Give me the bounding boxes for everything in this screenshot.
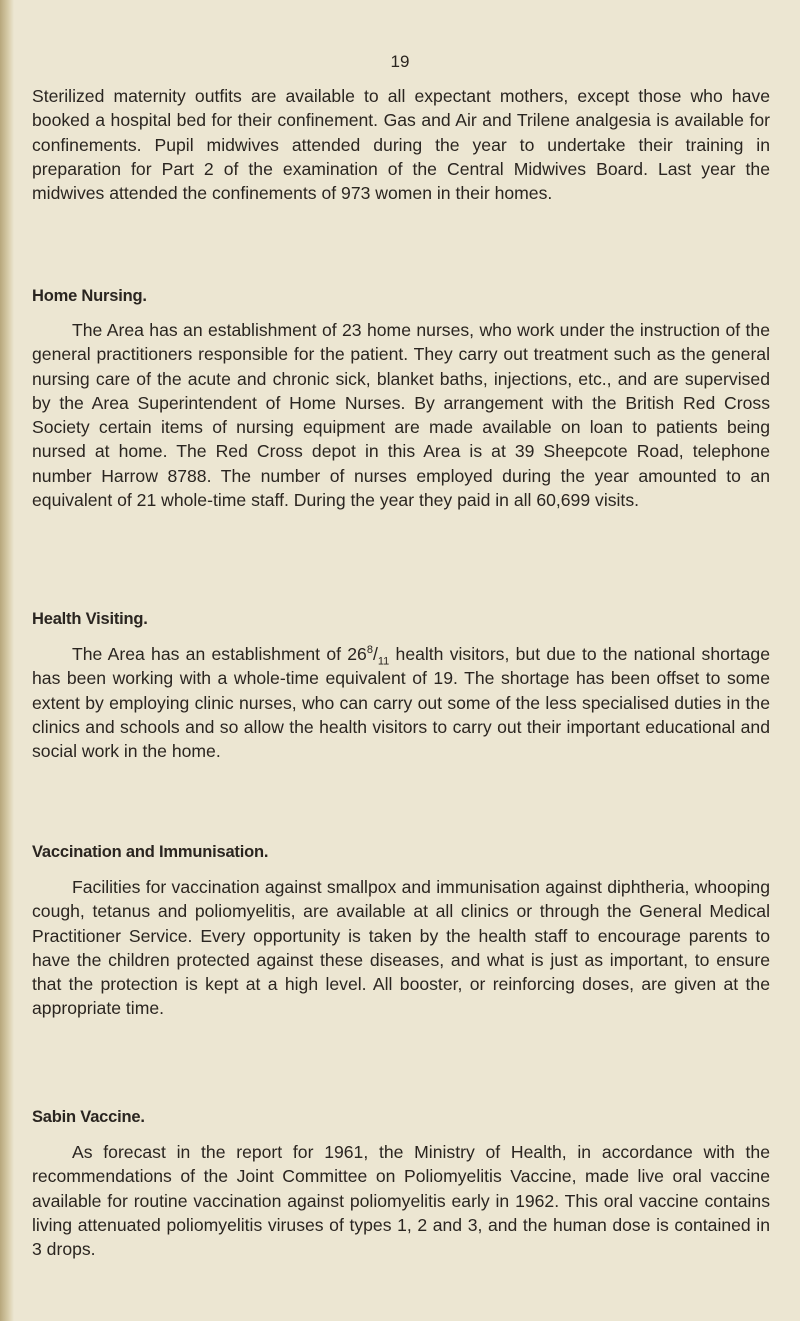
heading-home-nursing: Home Nursing. bbox=[32, 287, 147, 305]
fraction-denominator: 11 bbox=[377, 655, 390, 668]
heading-vaccination: Vaccination and Immunisation. bbox=[32, 843, 269, 861]
paragraph-vaccination: Facilities for vaccination against smallpox and immunisation against diphtheria, whooping cough, tetanus and poliomyelitis, are available at all clinics or through the General Medical Practitioner Service. Every opportunity is taken by the health staff to encourage parents to have the children protected against these diseases, and what is just as important, to ensure that the protection is kept at a high level. All booster, or reinforcing doses, are given at the appropriate time. bbox=[32, 877, 770, 1019]
heading-sabin-vaccine: Sabin Vaccine. bbox=[32, 1108, 145, 1126]
heading-health-visiting: Health Visiting. bbox=[32, 610, 148, 628]
health-visiting-text-before: The Area has an establishment of 26 bbox=[72, 644, 367, 664]
paragraph-health-visiting: The Area has an establishment of $26^8/_{11}$ health visitors, but due to the national shortage has been working with a whole-time equivalent of 19. The shortage has been offset to some extent by employing clinic nurses, who can carry out some of the less specialised duties in the clinics and schools and so allow the health visitors to carry out their important educational and social work in the home. bbox=[32, 644, 770, 762]
paragraph-home-nursing: The Area has an establishment of 23 home nurses, who work under the instruction of the general practitioners responsible for the patient. They carry out treatment such as the general nursing care of the acute and chronic sick, blanket baths, injections, etc., and are supervised by the Area Superintendent of Home Nurses. By arrangement with the British Red Cross Society certain items of nursing equipment are made available on loan to patients being nursed at home. The Red Cross depot in this Area is at 39 Sheepcote Road, telephone number Harrow 8788. The number of nurses employed during the year amounted to an equivalent of 21 whole-time staff. During the year they paid in all 60,699 visits. bbox=[32, 320, 770, 511]
page-number: 19 bbox=[390, 52, 410, 71]
fraction-numerator: 8 bbox=[366, 644, 373, 657]
page-edge-shadow bbox=[0, 0, 14, 1321]
health-visiting-text-after: health visitors, but due to the national shortage has been working with a whole-time equivalent of 19. The shortage has been offset to some extent by employing clinic nurses, who can carry out some of the less specialised duties in the clinics and schools and so allow the health visitors to carry out their important educational and social work in the home. bbox=[32, 644, 770, 762]
intro-paragraph: Sterilized maternity outfits are available to all expectant mothers, except those who have booked a hospital bed for their confinement. Gas and Air and Trilene analgesia is available for confinements. Pupil midwives attended during the year to undertake their training in preparation for Part 2 of the examination of the Central Midwives Board. Last year the midwives attended the confinements of 973 women in their homes. bbox=[32, 86, 770, 204]
paragraph-sabin-vaccine: As forecast in the report for 1961, the Ministry of Health, in accordance with the recommendations of the Joint Committee on Poliomyelitis Vaccine, made live oral vaccine available for routine vaccination against poliomyelitis early in 1962. This oral vaccine contains living attenuated poliomyelitis viruses of types 1, 2 and 3, and the human dose is contained in 3 drops. bbox=[32, 1142, 770, 1260]
